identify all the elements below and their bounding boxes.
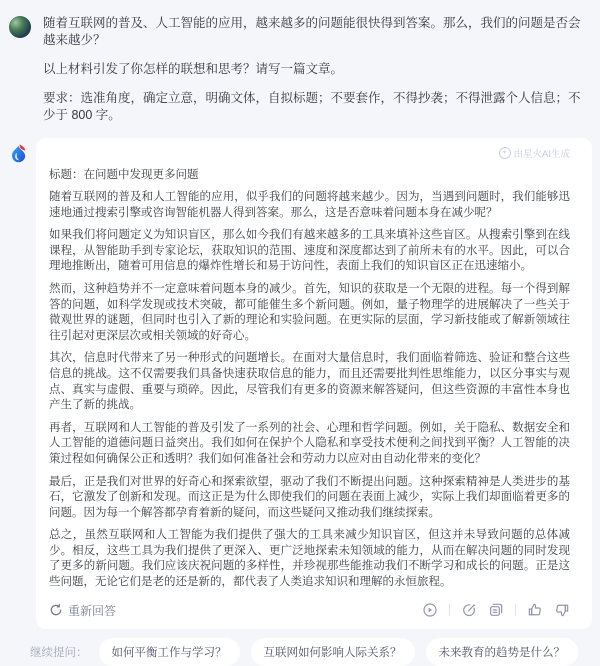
answer-paragraph: 如果我们将问题定义为知识盲区，那么如今我们有越来越多的工具来填补这些盲区。从搜索引擎到在线课程，从智能助手到专家论坛，获取知识的范围、速度和深度都达到了前所未有的水平。因此，可以合理地推断出，随着可用信息的爆炸性增长和易于访问性，表面上我们的知识盲区正在迅速缩小。 [49,229,570,273]
answer-paragraph: 最后，正是我们对世界的好奇心和探索欲望，驱动了我们不断提出问题。这种探索精神是人类进步的基石，它激发了创新和发现。而这正是为什么即使我们的问题在表面上减少，实际上我们却面临着更多的问题。因为每一个解答都孕育着新的疑问，而这些疑问又推动我们继续探索。 [49,475,570,519]
toolbar-divider [449,604,450,616]
ai-answer-message [36,138,592,629]
play-circle-icon[interactable] [422,602,438,618]
regenerate-label: 重新回答 [68,603,117,618]
followup-label: 继续提问： [30,646,88,659]
ai-generated-badge-label: 由星火AI生成 [513,148,570,160]
followup-suggestion-chip[interactable]: 未来教育的趋势是什么？ [426,638,579,666]
answer-paragraph: 再者，互联网和人工智能的普及引发了一系列的社会、心理和哲学问题。例如，关于隐私、数据安全和人工智能的道德问题日益突出。我们如何在保护个人隐私和享受技术便利之间找到平衡？人工智能的决策过程如何确保公正和透明？我们如何准备社会和劳动力以应对由自动化带来的变化？ [49,421,570,465]
followup-suggestion-chip[interactable]: 互联网如何影响人际关系？ [251,638,415,666]
question-line: 以上材料引发了你怎样的联想和思考？请写一篇文章。 [43,62,344,76]
regenerate-button[interactable] [49,602,116,619]
answer-paragraph: 其次，信息时代带来了另一种形式的问题增长。在面对大量信息时，我们面临着筛选、验证和整合这些信息的挑战。这不仅需要我们具备快速获取信息的能力，而且还需要批判性思维能力，以区分事实与观点、真实与虚假、重要与琐碎。因此，尽管我们有更多的资源来解答疑问，但这些资源的丰富性本身也产生了新的挑战。 [49,352,570,412]
answer-toolbar [422,602,570,618]
ai-generated-badge [49,146,570,159]
answer-card [36,138,592,629]
answer-action-row [49,602,570,619]
thumbs-down-icon[interactable] [554,602,570,618]
refresh-icon [49,603,63,617]
edit-circle-icon[interactable] [461,602,477,618]
copy-icon[interactable] [488,602,504,618]
ai-generated-badge-icon: ✦ [499,147,511,159]
answer-title: 标题：在问题中发现更多问题 [49,169,199,181]
followup-suggestion-chip[interactable]: 如何平衡工作与学习？ [99,638,240,666]
answer-paragraph: 随着互联网的普及和人工智能的应用，似乎我们的问题将越来越少。因为，当遇到问题时，我们能够迅速地通过搜索引擎或咨询智能机器人得到答案。那么，这是否意味着问题本身在减少呢？ [49,191,570,219]
thumbs-up-icon[interactable] [527,602,543,618]
followup-bar [0,629,600,666]
toolbar-divider [515,604,516,616]
user-message [0,0,600,136]
answer-paragraph: 总之，虽然互联网和人工智能为我们提供了强大的工具来减少知识盲区，但这并未导致问题的总体减少。相反，这些工具为我们提供了更深入、更广泛地探索未知领域的能力，从而在解决问题的同时发现了更多的新问题。我们应该庆祝问题的多样性，并珍视那些能推动我们不断学习和成长的问题。正是这些问题，无论它们是老的还是新的，都代表了人类追求知识和理解的永恒旅程。 [49,529,570,589]
answer-paragraph: 然而，这种趋势并不一定意味着问题本身的减少。首先，知识的获取是一个无限的进程。每一个得到解答的问题，如科学发现或技术突破，都可能催生多个新问题。例如，量子物理学的进展解决了一些关于微观世界的谜题，但同时也引入了新的理论和实验问题。在更实际的层面，学习新技能或了解新领域往往引起对更深层次或相关领域的好奇心。 [49,282,570,342]
answer-body [49,190,570,591]
spark-flame-logo [7,143,30,166]
question-line: 要求：选准角度，确定立意，明确文体，自拟标题；不要套作，不得抄袭；不得泄露个人信息；不少于 800 字。 [43,91,581,122]
user-avatar [9,16,31,38]
question-line: 随着互联网的普及、人工智能的应用，越来越多的问题能很快得到答案。那么，我们的问题是否会越来越少？ [43,16,581,47]
